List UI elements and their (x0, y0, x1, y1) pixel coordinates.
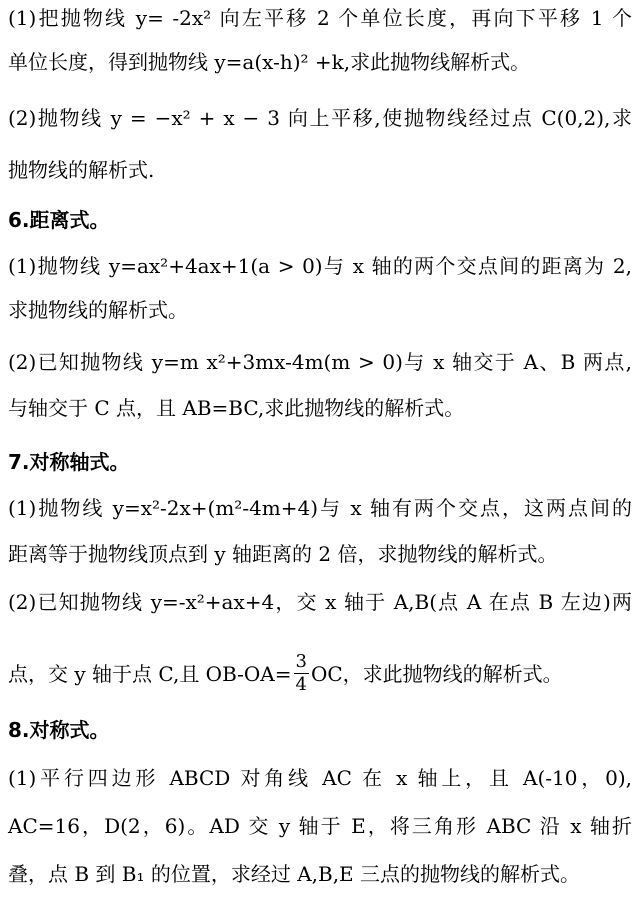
text-line-12: 距离等于抛物线顶点到 y 轴距离的 2 倍，求抛物线的解析式。 (8, 542, 558, 566)
section-heading-7: 7.对称轴式。 (8, 450, 130, 474)
fraction-numerator: 3 (295, 651, 307, 672)
section-heading-6: 6.距离式。 (8, 208, 110, 232)
text-line-11: (1)抛物线 y=x²-2x+(m²-4m+4)与 x 轴有两个交点，这两点间的 (8, 496, 632, 520)
text-line-16: (1)平行四边形 ABCD 对角线 AC 在 x 轴上，且 A(-10，0), (8, 766, 632, 790)
text-line-13: (2)已知抛物线 y=-x²+ax+4，交 x 轴于 A,B(点 A 在点 B 左边)两 (8, 590, 632, 614)
fraction-denominator: 4 (295, 674, 307, 695)
text-line-1: (1)把抛物线 y= -2x² 向左平移 2 个单位长度，再向下平移 1 个 (8, 6, 632, 30)
text-line-8: (2)已知抛物线 y=m x²+3mx-4m(m > 0)与 x 轴交于 A、B 两点, (8, 350, 632, 374)
text-line-4: 抛物线的解析式. (8, 158, 155, 182)
section-heading-8: 8.对称式。 (8, 718, 110, 742)
text-line-14-post: OC，求此抛物线的解析式。 (310, 662, 563, 686)
text-line-18: 叠，点 B 到 B₁ 的位置，求经过 A,B,E 三点的抛物线的解析式。 (8, 862, 581, 886)
text-line-14 (8, 652, 563, 696)
text-line-17: AC=16，D(2，6)。AD 交 y 轴于 E，将三角形 ABC 沿 x 轴折 (8, 814, 632, 838)
text-line-14-pre: 点，交 y 轴于点 C,且 OB-OA= (8, 662, 292, 686)
text-line-7: 求抛物线的解析式。 (8, 298, 188, 322)
text-line-3: (2)抛物线 y = −x² + x − 3 向上平移,使抛物线经过点 C(0,2),求 (8, 106, 632, 130)
text-line-6: (1)抛物线 y=ax²+4ax+1(a > 0)与 x 轴的两个交点间的距离为 2, (8, 254, 632, 278)
text-line-2: 单位长度，得到抛物线 y=a(x-h)² +k,求此抛物线解析式。 (8, 50, 531, 74)
text-line-9: 与轴交于 C 点，且 AB=BC,求此抛物线的解析式。 (8, 396, 465, 420)
fraction (294, 651, 309, 696)
